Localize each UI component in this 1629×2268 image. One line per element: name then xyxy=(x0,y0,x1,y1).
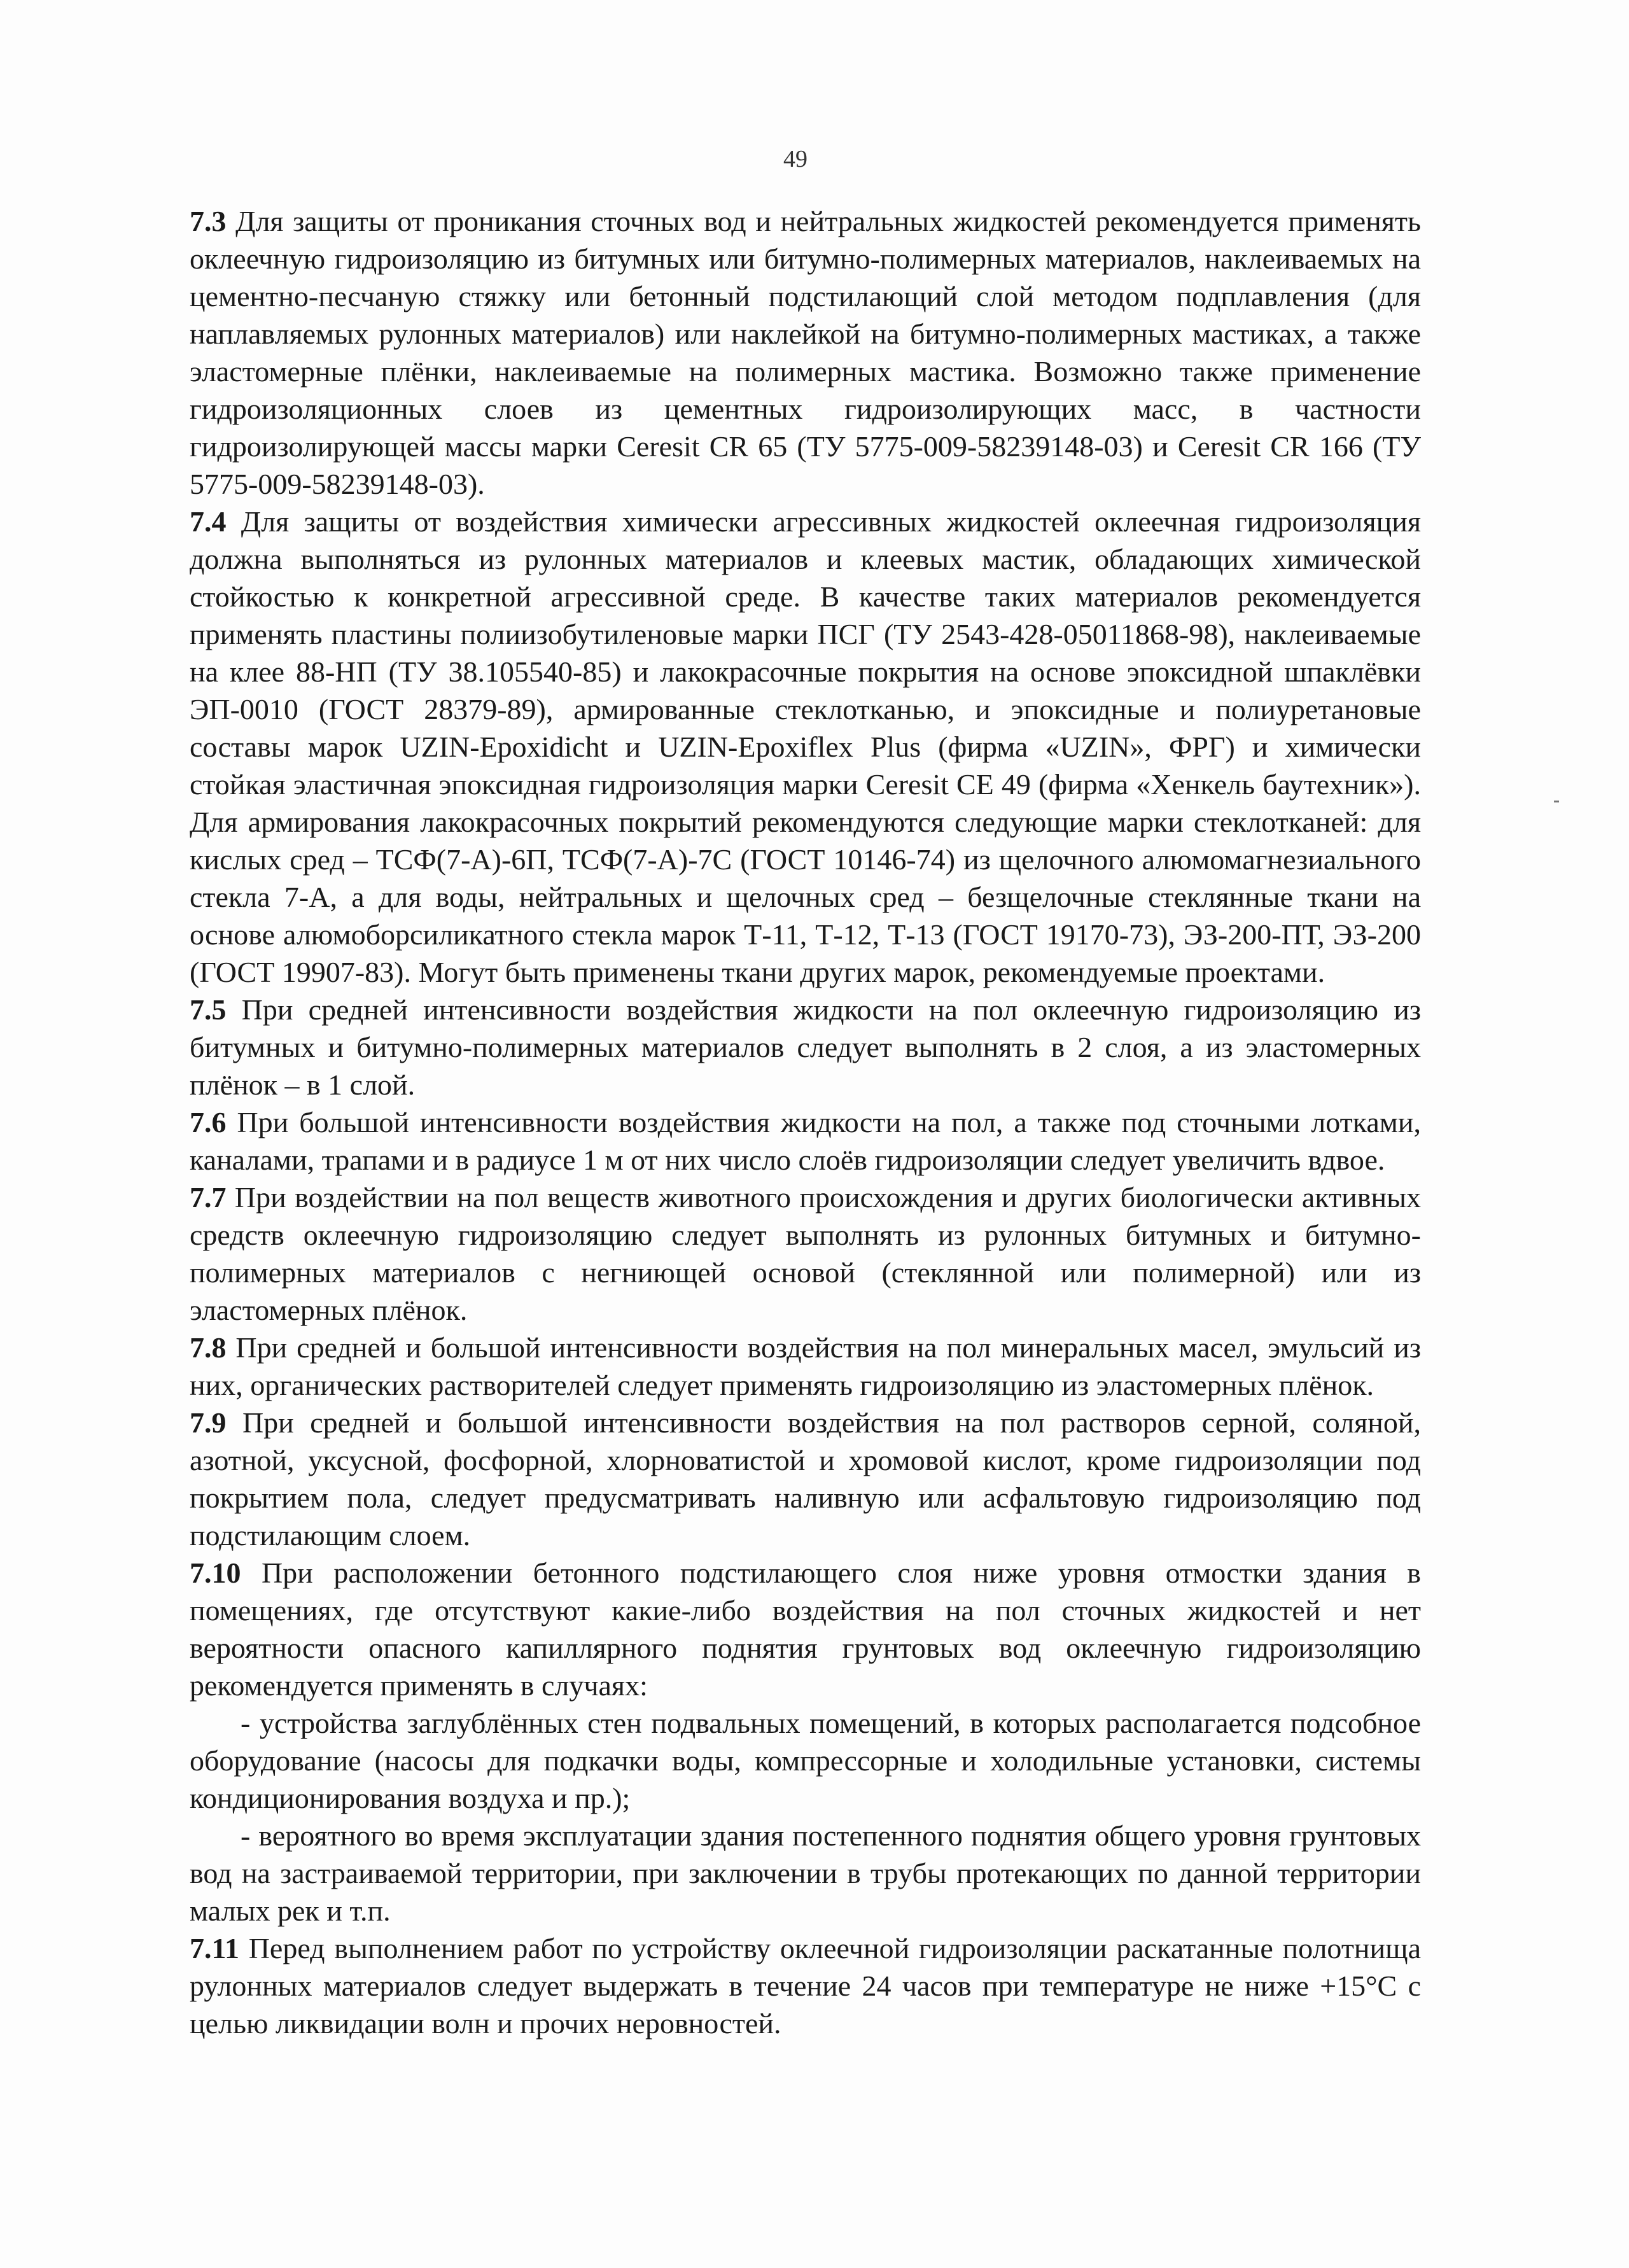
clause-number: 7.11 xyxy=(190,1932,239,1964)
clause-text: Для защиты от проникания сточных вод и нейтральных жидкостей рекомендуется применять оклеечную гидроизоляцию из битумных или битумно-полимерных материалов, наклеиваемых на цементно-песчаную стяжку или бетонный подстилающий слой методом подплавления (для наплавляемых рулонных материалов) или наклейкой на битумно-полимерных мастиках, а также эластомерные плёнки, наклеиваемые на полимерных мастика. Возможно также применение гидроизоляционных слоев из цементных гидроизолирующих масс, в частности гидроизолирующей массы марки Ceresit CR 65 (ТУ 5775-009-58239148-03) и Ceresit CR 166 (ТУ 5775-009-58239148-03). xyxy=(190,205,1422,500)
list-item: - устройства заглублённых стен подвальных помещений, в которых располагается подсобное оборудование (насосы для подкачки воды, компрессорные и холодильные установки, системы кондиционирования воздуха и пр.); xyxy=(190,1707,1421,1814)
clause-number: 7.3 xyxy=(190,205,227,237)
paragraph-7-6 xyxy=(190,1103,1421,1179)
paragraph-7-10 xyxy=(190,1554,1421,1704)
clause-text: Для защиты от воздействия химически агрессивных жидкостей оклеечная гидроизоляция должна выполняться из рулонных материалов и клеевых мастик, обладающих химической стойкостью к конкретной агрессивной среде. В качестве таких материалов рекомендуется применять пластины полиизобутиленовые марки ПСГ (ТУ 2543-428-05011868-98), наклеиваемые на клее 88-НП (ТУ 38.105540-85) и лакокрасочные покрытия на основе эпоксидной шпаклёвки ЭП-0010 (ГОСТ 28379-89), армированные стеклотканью, и эпоксидные и полиуретановые составы марок UZIN-Epoxidicht и UZIN-Epoxiflex Plus (фирма «UZIN», ФРГ) и химически стойкая эластичная эпоксидная гидроизоляция марки Ceresit CE 49 (фирма «Хенкель баутехник»). Для армирования лакокрасочных покрытий рекомендуются следующие марки стеклотканей: для кислых сред – ТСФ(7-А)-6П, ТСФ(7-А)-7С (ГОСТ 10146-74) из щелочного алюмомагнезиального стекла 7-А, а для воды, нейтральных и щелочных сред – безщелочные стеклянные ткани на основе алюмоборсиликатного стекла марок Т-11, Т-12, Т-13 (ГОСТ 19170-73), ЭЗ-200-ПТ, ЭЗ-200 (ГОСТ 19907-83). Могут быть применены ткани других марок, рекомендуемые проектами. xyxy=(190,505,1422,988)
paragraph-7-5 xyxy=(190,991,1421,1103)
paragraph-7-3 xyxy=(190,202,1421,503)
clause-text: При средней интенсивности воздействия жидкости на пол оклеечную гидроизоляцию из битумных и битумно-полимерных материалов следует выполнять в 2 слоя, а из эластомерных плёнок – в 1 слой. xyxy=(190,993,1422,1101)
scan-speck xyxy=(1554,801,1559,802)
clause-number: 7.4 xyxy=(190,505,227,538)
clause-text: Перед выполнением работ по устройству оклеечной гидроизоляции раскатанные полотнища рулонных материалов следует выдержать в течение 24 часов при температуре не ниже +15°С с целью ликвидации волн и прочих неровностей. xyxy=(190,1932,1421,2040)
paragraph-7-8 xyxy=(190,1329,1421,1404)
clause-text: При средней и большой интенсивности воздействия на пол растворов серной, соляной, азотной, уксусной, фосфорной, хлорноватистой и хромовой кислот, кроме гидроизоляции под покрытием пола, следует предусматривать наливную или асфальтовую гидроизоляцию под подстилающим слоем. xyxy=(190,1406,1421,1551)
clause-number: 7.10 xyxy=(190,1557,241,1589)
paragraph-7-7 xyxy=(190,1179,1421,1329)
clause-text: При средней и большой интенсивности воздействия на пол минеральных масел, эмульсий из них, органических растворителей следует применять гидроизоляцию из эластомерных плёнок. xyxy=(190,1331,1421,1401)
clause-text: При большой интенсивности воздействия жидкости на пол, а также под сточными лотками, каналами, трапами и в радиусе 1 м от них число слоёв гидроизоляции следует увеличить вдвое. xyxy=(190,1106,1422,1176)
clause-number: 7.5 xyxy=(190,993,227,1026)
clause-text: При воздействии на пол веществ животного происхождения и других биологически активных средств оклеечную гидроизоляцию следует выполнять из рулонных битумных и битумно-полимерных материалов с негниющей основой (стеклянной или полимерной) или из эластомерных плёнок. xyxy=(190,1181,1422,1326)
clause-number: 7.8 xyxy=(190,1331,227,1364)
clause-number: 7.6 xyxy=(190,1106,227,1138)
clause-number: 7.7 xyxy=(190,1181,227,1214)
paragraph-7-4 xyxy=(190,503,1421,991)
list-item: - вероятного во время эксплуатации здания постепенного поднятия общего уровня грунтовых вод на застраиваемой территории, при заключении в трубы протекающих по данной территории малых рек и т.п. xyxy=(190,1819,1421,1927)
clause-text: При расположении бетонного подстилающего слоя ниже уровня отмостки здания в помещениях, где отсутствуют какие-либо воздействия на пол сточных жидкостей и нет вероятности опасного капиллярного поднятия грунтовых вод оклеечную гидроизоляцию рекомендуется применять в случаях: xyxy=(190,1557,1422,1702)
paragraph-7-9 xyxy=(190,1404,1421,1554)
page-number: 49 xyxy=(783,146,808,172)
paragraph-7-11 xyxy=(190,1929,1421,2042)
document-body xyxy=(190,202,1421,2042)
clause-number: 7.9 xyxy=(190,1406,227,1439)
